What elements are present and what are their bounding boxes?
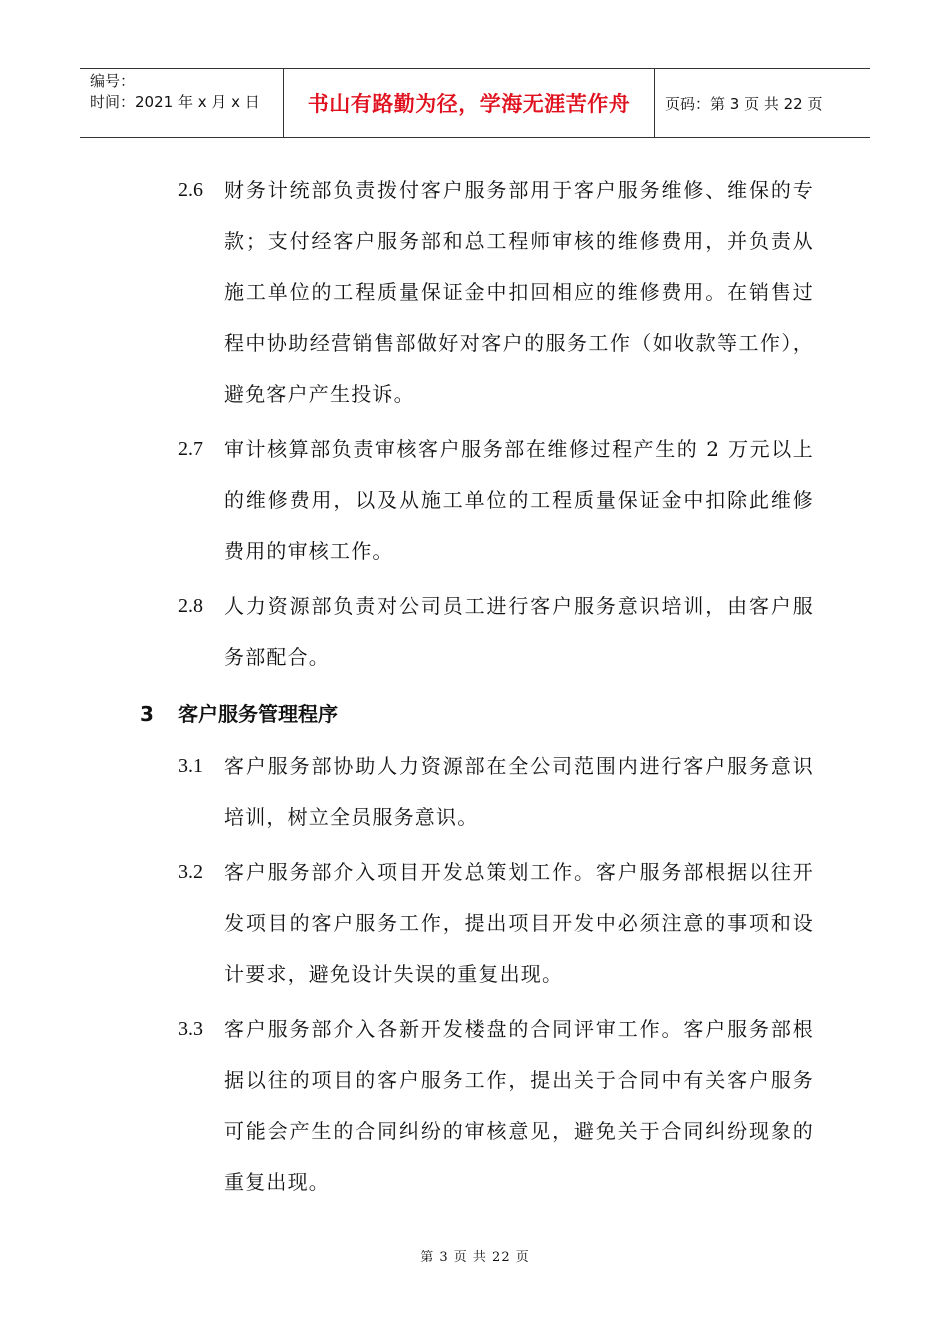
document-number-label: 编号： bbox=[90, 72, 136, 90]
clause-text: 财务计统部负责拨付客户服务部用于客户服务维修、维保的专款；支付经客户服务部和总工程师审核的维修费用，并负责从施工单位的工程质量保证金中扣回相应的维修费用。在销售过程中协助经营销售部做好对客户的服务工作（如收款等工作），避免客户产生投诉。 bbox=[224, 178, 814, 406]
clause-number: 2.8 bbox=[178, 595, 203, 617]
clause-number: 3.1 bbox=[178, 755, 203, 777]
clause-text: 审计核算部负责审核客户服务部在维修过程产生的 2 万元以上的维修费用，以及从施工单位的工程质量保证金中扣除此维修费用的审核工作。 bbox=[224, 437, 814, 563]
clause-text: 人力资源部负责对公司员工进行客户服务意识培训，由客户服务部配合。 bbox=[224, 594, 814, 669]
clause-text: 客户服务部协助人力资源部在全公司范围内进行客户服务意识培训，树立全员服务意识。 bbox=[224, 754, 814, 829]
clause-3-1 bbox=[0, 741, 950, 843]
clause-text: 客户服务部介入各新开发楼盘的合同评审工作。客户服务部根据以往的项目的客户服务工作，提出关于合同中有关客户服务可能会产生的合同纠纷的审核意见，避免关于合同纠纷现象的重复出现。 bbox=[224, 1017, 814, 1194]
page-header bbox=[80, 68, 870, 138]
section-heading bbox=[0, 687, 950, 741]
header-meta bbox=[80, 69, 284, 137]
document-time-label: 时间：2021 年 x 月 x 日 bbox=[90, 93, 260, 111]
clause-2-7 bbox=[0, 424, 950, 577]
clause-number: 2.7 bbox=[178, 438, 203, 460]
clause-2-6 bbox=[0, 165, 950, 420]
clause-3-2 bbox=[0, 847, 950, 1000]
page-footer: 第 3 页 共 22 页 bbox=[420, 1250, 530, 1265]
header-slogan: 书山有路勤为径，学海无涯苦作舟 bbox=[284, 69, 655, 137]
header-page-number: 页码：第 3 页 共 22 页 bbox=[665, 94, 823, 113]
clause-text: 客户服务部介入项目开发总策划工作。客户服务部根据以往开发项目的客户服务工作，提出项目开发中必须注意的事项和设计要求，避免设计失误的重复出现。 bbox=[224, 860, 814, 986]
document-body bbox=[0, 165, 950, 1212]
section-number: 3 bbox=[140, 702, 154, 726]
clause-2-8 bbox=[0, 581, 950, 683]
clause-number: 2.6 bbox=[178, 179, 203, 201]
clause-number: 3.3 bbox=[178, 1018, 203, 1040]
clause-3-3 bbox=[0, 1004, 950, 1208]
clause-number: 3.2 bbox=[178, 861, 203, 883]
section-title: 客户服务管理程序 bbox=[178, 702, 338, 726]
